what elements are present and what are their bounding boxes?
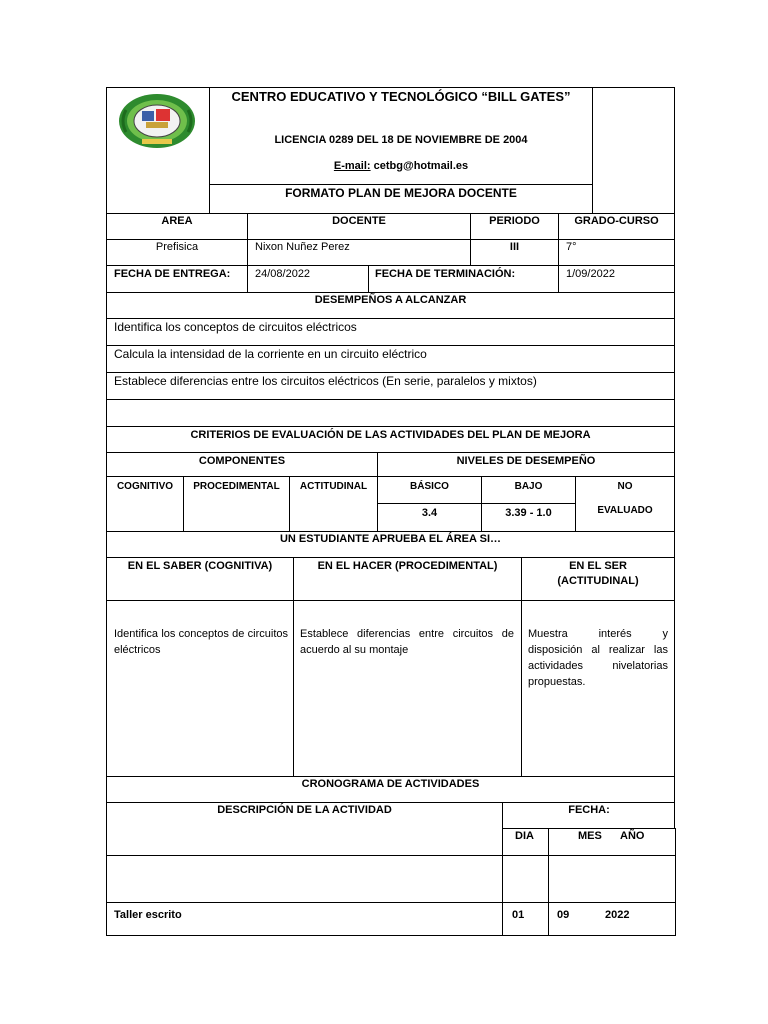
crit-basico-bajo-line: [377, 503, 576, 504]
hacer-label: EN EL HACER (PROCEDIMENTAL): [317, 560, 498, 572]
line-600: [106, 600, 675, 601]
terminacion-value: 1/09/2022: [566, 268, 615, 280]
actitudinal-label: ACTITUDINAL: [299, 481, 368, 492]
line-531: [106, 531, 675, 532]
niveles-label: NIVELES DE DESEMPEÑO: [456, 455, 596, 467]
school-seal-icon: [112, 92, 202, 150]
basico-label: BÁSICO: [410, 481, 449, 492]
line-902: [106, 902, 676, 903]
line-318: [106, 318, 675, 319]
license-text: LICENCIA 0289 DEL 18 DE NOVIEMBRE DE 2004: [274, 134, 528, 146]
header-divider-right: [592, 87, 593, 213]
line-452: [106, 452, 675, 453]
line-265: [106, 265, 675, 266]
docente-label: DOCENTE: [332, 215, 386, 227]
school-name: CENTRO EDUCATIVO Y TECNOLÓGICO “BILL GATES”: [231, 89, 571, 104]
desempeno-item: Calcula la intensidad de la corriente en un circuito eléctrico: [114, 347, 427, 361]
info-v4: [368, 265, 369, 292]
periodo-value: III: [509, 241, 520, 253]
crono-v1: [502, 802, 503, 936]
format-title: FORMATO PLAN DE MEJORA DOCENTE: [285, 186, 517, 200]
periodo-label: PERIODO: [489, 215, 540, 227]
saber-label: EN EL SABER (COGNITIVA): [127, 560, 273, 572]
line-855: [106, 855, 676, 856]
hacer-text: Establece diferencias entre circuitos de acuerdo al su montaje: [300, 628, 514, 656]
header-divider-format: [209, 184, 593, 185]
entrega-label: FECHA DE ENTREGA:: [114, 268, 231, 280]
anio-value: 2022: [605, 909, 630, 921]
line-239: [106, 239, 675, 240]
criterios-title: CRITERIOS DE EVALUACIÓN DE LAS ACTIVIDADES DEL PLAN DE MEJORA: [190, 429, 591, 441]
docente-value: Nixon Nuñez Perez: [255, 241, 350, 253]
line-292: [106, 292, 675, 293]
no-label: NO: [617, 481, 633, 492]
desempeno-item: Identifica los conceptos de circuitos eléctricos: [114, 320, 357, 334]
desempenos-title: DESEMPEÑOS A ALCANZAR: [314, 294, 467, 306]
ser-text: Muestra interés y disposición al realizar las actividades nivelatorias propuestas.: [528, 628, 668, 688]
aprueba-v1: [293, 557, 294, 776]
line-399: [106, 399, 675, 400]
grado-value: 7°: [566, 241, 577, 253]
line-557: [106, 557, 675, 558]
saber-text: Identifica los conceptos de circuitos eléctricos: [114, 628, 288, 656]
cognitivo-label: COGNITIVO: [116, 481, 174, 492]
componentes-label: COMPONENTES: [198, 455, 286, 467]
crono-fecha-line: [502, 828, 676, 829]
evaluado-label: EVALUADO: [597, 505, 653, 516]
email-label: E-mail:: [333, 160, 371, 172]
line-426: [106, 426, 675, 427]
dia-value: 01: [512, 909, 525, 921]
fecha-label: FECHA:: [568, 804, 610, 816]
aprueba-v2: [521, 557, 522, 776]
area-value: Prefisica: [155, 241, 199, 253]
bajo-value: 3.39 - 1.0: [505, 507, 552, 519]
anio-label: AÑO: [620, 830, 645, 842]
grado-label: GRADO-CURSO: [574, 215, 659, 227]
line-776: [106, 776, 675, 777]
cronograma-title: CRONOGRAMA DE ACTIVIDADES: [301, 778, 480, 790]
entrega-value: 24/08/2022: [255, 268, 311, 280]
line-213: [106, 213, 675, 214]
descripcion-label: DESCRIPCIÓN DE LA ACTIVIDAD: [217, 804, 392, 816]
area-label: AREA: [161, 215, 193, 227]
border-right-lower: [675, 829, 676, 936]
procedimental-label: PROCEDIMENTAL: [193, 481, 280, 492]
actividad-text: Taller escrito: [114, 909, 182, 921]
mes-label: MES: [578, 830, 602, 842]
dia-label: DIA: [515, 830, 534, 842]
line-372: [106, 372, 675, 373]
line-345: [106, 345, 675, 346]
email-line: [210, 160, 592, 173]
bajo-label: BAJO: [514, 481, 543, 492]
ser-label-2: (ACTITUDINAL): [557, 575, 639, 587]
terminacion-label: FECHA DE TERMINACIÓN:: [375, 268, 516, 280]
border-right: [674, 87, 675, 829]
mes-value: 09: [557, 909, 570, 921]
ser-label-1: EN EL SER: [569, 560, 627, 572]
desempeno-item: Establece diferencias entre los circuitos eléctricos (En serie, paralelos y mixtos): [114, 374, 537, 388]
line-476: [106, 476, 675, 477]
crono-v2: [548, 828, 549, 936]
basico-value: 3.4: [421, 507, 438, 519]
line-802: [106, 802, 675, 803]
border-bottom: [106, 935, 676, 936]
aprueba-title: UN ESTUDIANTE APRUEBA EL ÁREA SI…: [279, 533, 502, 545]
email-value[interactable]: cetbg@hotmail.es: [373, 160, 469, 172]
